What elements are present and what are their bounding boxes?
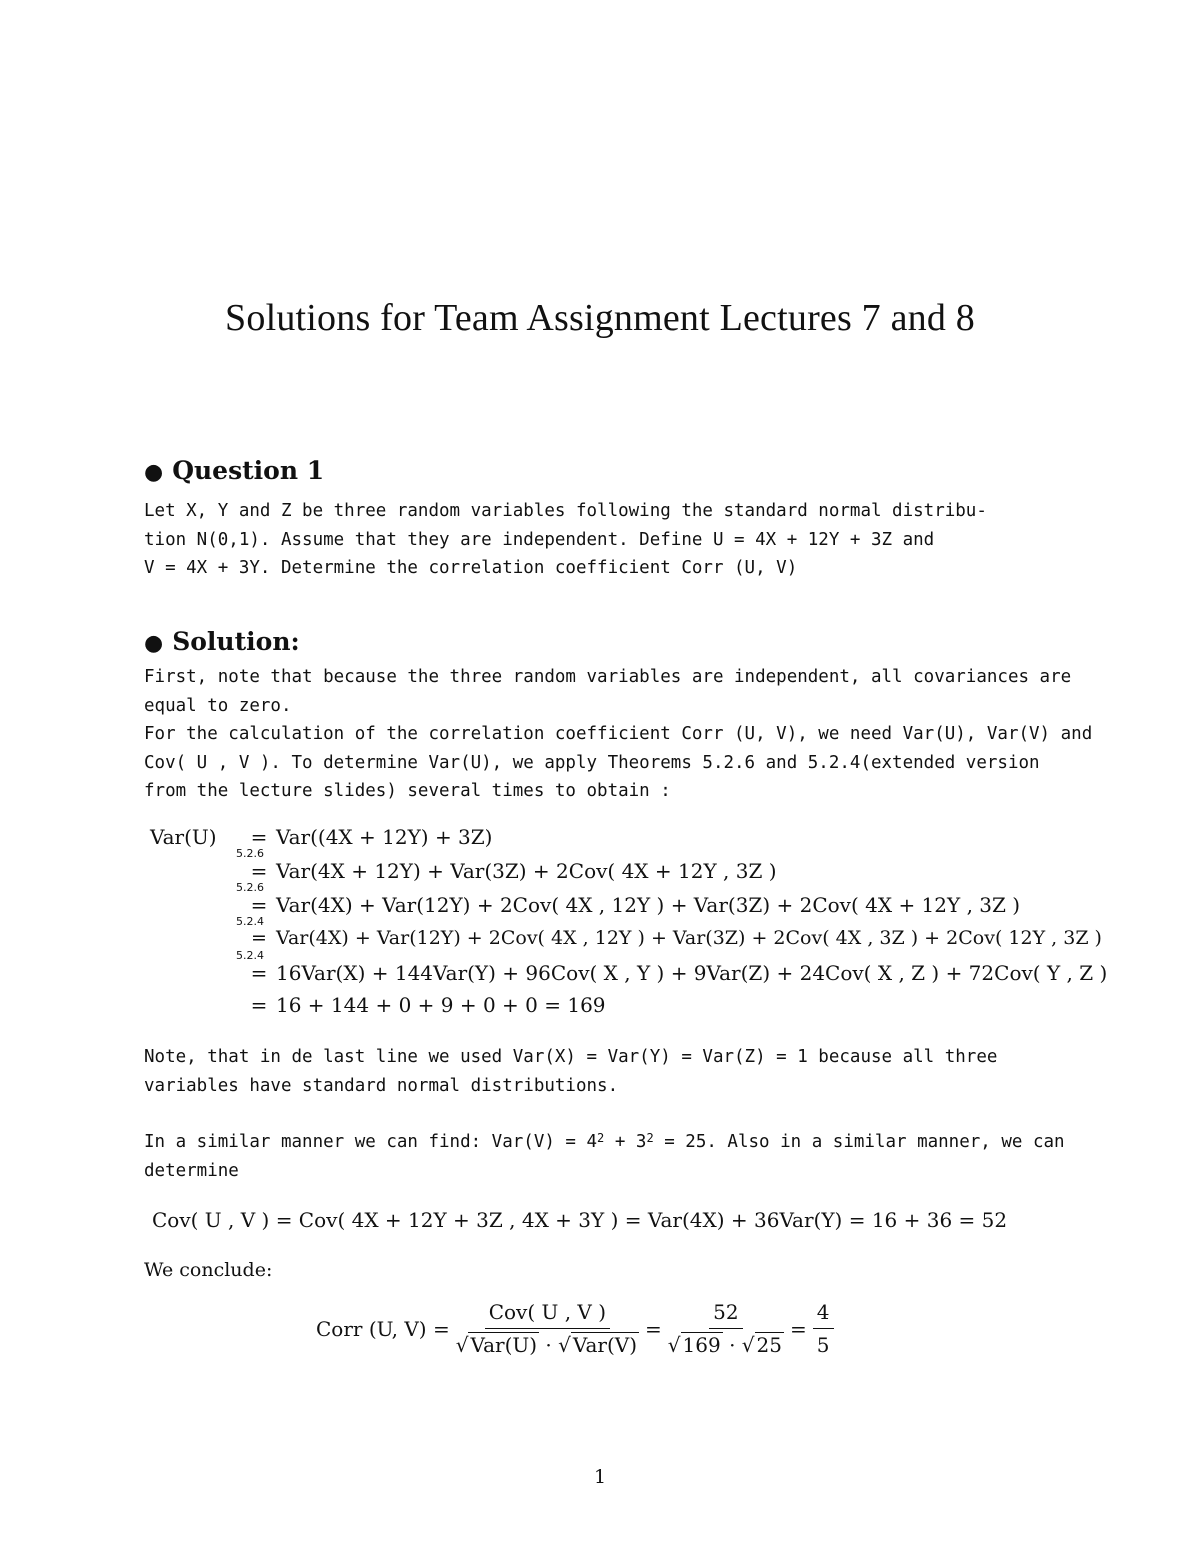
equals-sign: 5.2.4 = (236, 949, 268, 985)
derivation-row (242, 825, 492, 849)
covariance-equation: Cov( U , V ) = Cov( 4X + 12Y + 3Z , 4X + 3Y ) = Var(4X) + 36Var(Y) = 16 + 36 = 52 (152, 1208, 1008, 1232)
derivation-row (242, 993, 606, 1017)
similar-line: determine (144, 1160, 239, 1181)
sqrt-icon: √ (667, 1333, 681, 1357)
derivation-row (236, 847, 777, 883)
bullet-icon: ● (144, 630, 164, 656)
equals-sign: 5.2.6 = (236, 847, 268, 883)
question-line: V = 4X + 3Y. Determine the correlation coefficient Corr (U, V) (144, 558, 798, 578)
derivation-expr: Var((4X + 12Y) + 3Z) (276, 825, 493, 849)
theorem-label: 5.2.6 (236, 881, 264, 894)
theorem-label: 5.2.4 (236, 949, 264, 962)
equals-sign: 5.2.6 = (236, 881, 268, 917)
equals-sign: = (790, 1316, 807, 1341)
radicand: 25 (756, 1333, 782, 1357)
conclusion-label: We conclude: (144, 1259, 273, 1281)
similar-text: In a similar manner we can find: Var(V) = 4 (144, 1132, 598, 1152)
solution-intro (144, 663, 1093, 806)
radicand: Var(V) (572, 1333, 638, 1357)
equals-sign: 5.2.4 = (236, 915, 267, 949)
page-number: 1 (593, 1466, 607, 1488)
note-line: variables have standard normal distributions. (144, 1075, 619, 1096)
solution-heading (144, 627, 300, 656)
similar-paragraph (144, 1128, 1065, 1185)
sqrt-icon: √ (741, 1333, 755, 1357)
derivation-row (236, 915, 1102, 949)
similar-line (144, 1128, 1065, 1157)
derivation-expr: 16Var(X) + 144Var(Y) + 96Cov( X , Y ) + 9Var(Z) + 24Cov( X , Z ) + 72Cov( Y , Z ) (276, 961, 1108, 985)
note-paragraph (144, 1043, 1042, 1100)
fraction-numeric (668, 1300, 784, 1357)
similar-text: = 25. Also in a similar manner, we can (653, 1132, 1065, 1152)
exponent: 2 (597, 1131, 605, 1145)
derivation-row (236, 949, 1108, 985)
equals-sign: = (250, 993, 268, 1017)
equals-sign: = (645, 1316, 662, 1341)
bullet-icon: ● (144, 459, 164, 485)
solution-heading-text: Solution: (172, 627, 300, 656)
derivation-expr: Var(4X) + Var(12Y) + 2Cov( 4X , 12Y ) + Var(3Z) + 2Cov( 4X , 3Z ) + 2Cov( 12Y , 3Z ) (276, 927, 1102, 949)
similar-text: + 3 (604, 1132, 647, 1152)
derivation-row (236, 881, 1021, 917)
sqrt-icon: √ (455, 1333, 469, 1357)
solution-line: For the calculation of the correlation coefficient Corr (U, V), we need Var(U), Var(V) and (144, 724, 1093, 744)
question-heading-text: Question 1 (172, 456, 325, 485)
sqrt-icon: √ (558, 1333, 571, 1357)
dot-operator: · (545, 1333, 552, 1357)
fraction-result (813, 1300, 834, 1357)
derivation-expr: Var(4X + 12Y) + Var(3Z) + 2Cov( 4X + 12Y , 3Z ) (276, 859, 777, 883)
theorem-label: 5.2.6 (236, 847, 264, 860)
equals-sign: = (250, 825, 268, 849)
radicand: 169 (682, 1333, 721, 1357)
solution-line: equal to zero. (144, 695, 292, 716)
derivation-expr: Var(4X) + Var(12Y) + 2Cov( 4X , 12Y ) + Var(3Z) + 2Cov( 4X + 12Y , 3Z ) (276, 893, 1021, 917)
corr-lhs: Corr (U, V) = (316, 1316, 450, 1341)
solution-line: First, note that because the three random variables are independent, all covariances are (144, 667, 1072, 687)
solution-line: from the lecture slides) several times to obtain : (144, 781, 671, 801)
fraction-numerator: 4 (813, 1300, 834, 1329)
question-line: tion N(0,1). Assume that they are independent. Define U = 4X + 12Y + 3Z and (144, 529, 935, 550)
solution-line: Cov( U , V ). To determine Var(U), we apply Theorems 5.2.6 and 5.2.4(extended version (144, 752, 1040, 773)
page-title: Solutions for Team Assignment Lectures 7 and 8 (225, 297, 975, 339)
question-line: Let X, Y and Z be three random variables following the standard normal distribu- (144, 501, 987, 521)
question-text (144, 497, 1042, 583)
radicand: Var(U) (470, 1333, 538, 1357)
fraction-denominator (456, 1329, 639, 1357)
note-line: Note, that in de last line we used Var(X) = Var(Y) = Var(Z) = 1 because all three (144, 1047, 998, 1067)
fraction-numerator: 52 (709, 1300, 742, 1329)
fraction-numerator: Cov( U , V ) (485, 1300, 610, 1329)
dot-operator: · (729, 1333, 736, 1357)
question-heading (144, 456, 324, 485)
fraction-denominator (668, 1329, 784, 1357)
exponent: 2 (646, 1131, 654, 1145)
fraction-cov-over-sd (456, 1300, 639, 1357)
derivation-expr: 16 + 144 + 0 + 9 + 0 + 0 = 169 (276, 993, 606, 1017)
derivation-lhs: Var(U) (150, 825, 217, 849)
correlation-equation (316, 1300, 840, 1357)
theorem-label: 5.2.4 (236, 915, 264, 928)
fraction-denominator: 5 (816, 1333, 830, 1357)
